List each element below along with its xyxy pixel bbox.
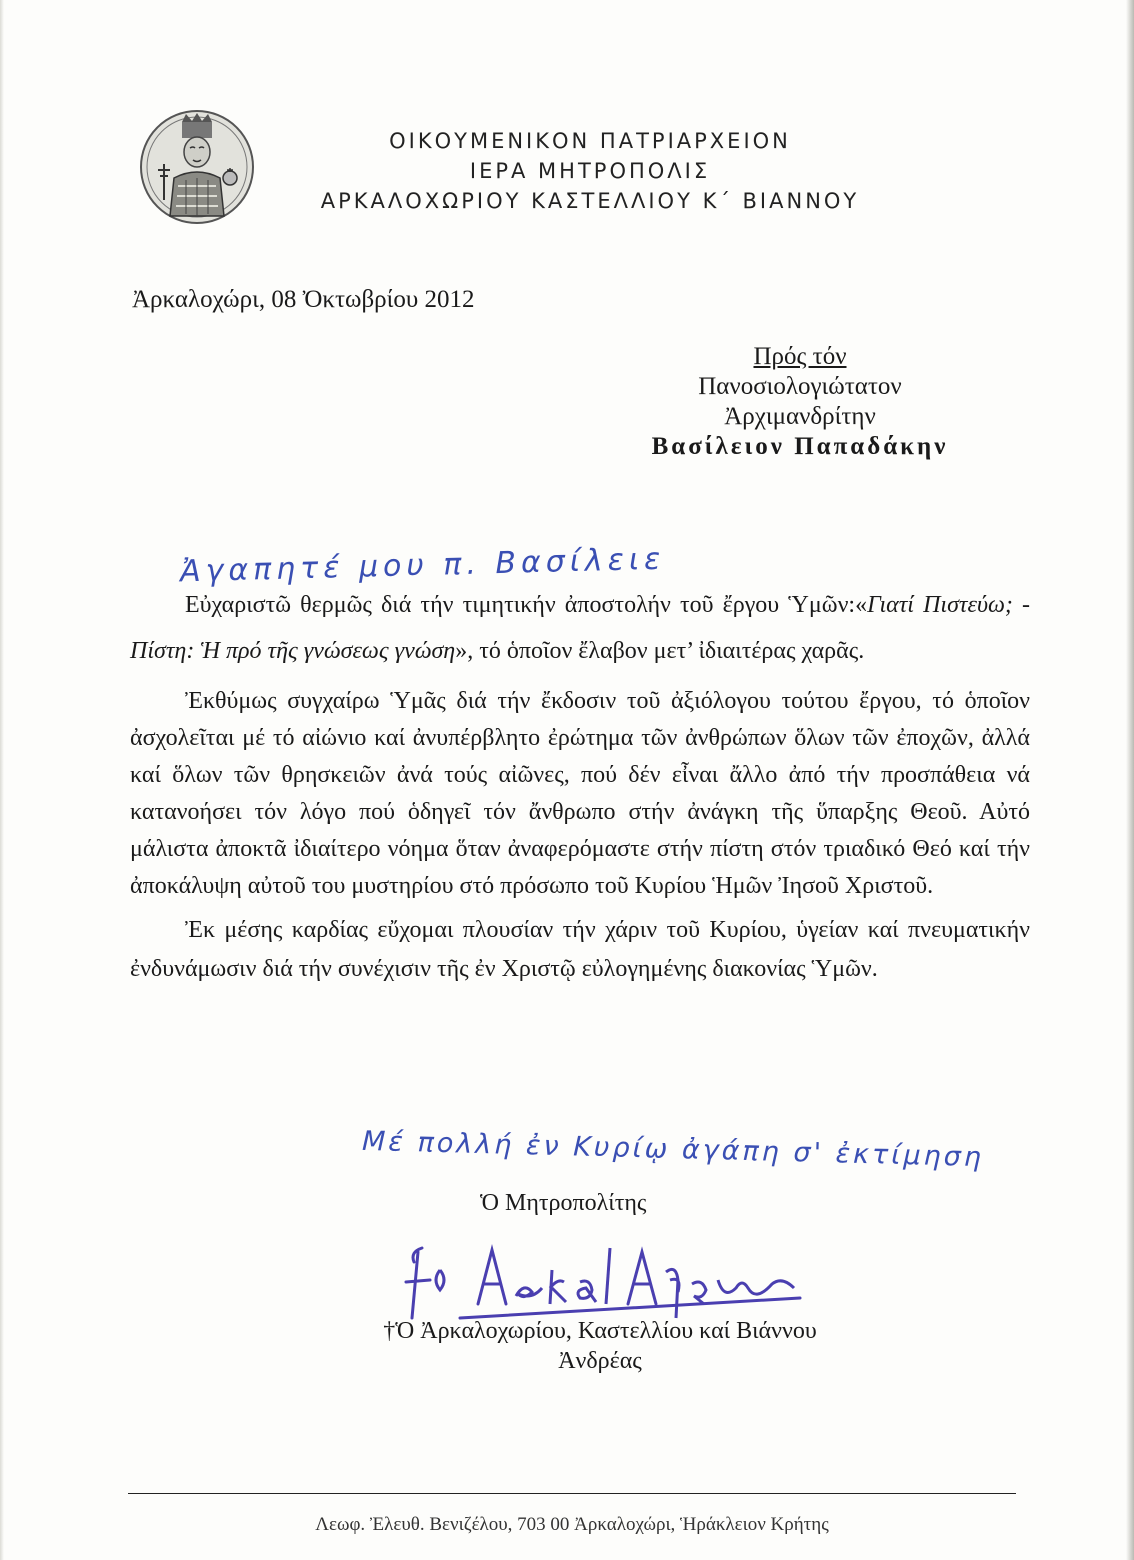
recipient-name: Βασίλειον Παπαδάκην [651, 433, 949, 460]
body-paragraph-1 [130, 582, 1030, 674]
paper-edge-left [0, 0, 4, 1560]
metropolis-seal-icon [138, 108, 256, 226]
signoff-name: Ἀνδρέας [558, 1348, 642, 1374]
signoff-see-line: †Ὁ Ἀρκαλοχωρίου, Καστελλίου καί Βιάννου [383, 1318, 817, 1344]
recipient-to-label: Πρός τόν [753, 343, 847, 370]
footer-divider [128, 1493, 1016, 1494]
body-paragraph-1-end: », τό ὁποῖον ἔλαβον μετ’ ἰδιαιτέρας χαρᾶς. [455, 638, 865, 664]
letterhead-line-diocese: ΑΡΚΑΛΟΧΩΡΙΟΥ ΚΑΣΤΕΛΛΙΟΥ Κ΄ ΒΙΑΝΝΟΥ [320, 189, 860, 213]
recipient-block [560, 342, 1040, 462]
signoff-name-block [340, 1316, 860, 1376]
footer-address: Λεωφ. Ἐλευθ. Βενιζέλου, 703 00 Ἀρκαλοχώρι, Ἡράκλειον Κρήτης [315, 1514, 829, 1535]
recipient-title-1: Πανοσιολογιώτατον [698, 373, 902, 400]
signoff-title: Ὁ Μητροπολίτης [480, 1190, 647, 1216]
handwritten-greeting: Ἀγαπητέ μου π. Βασίλειε [179, 541, 666, 590]
letterhead [270, 126, 910, 216]
letter-date: Ἀρκαλοχώρι, 08 Ὀκτωβρίου 2012 [132, 286, 475, 313]
letterhead-line-metropolis: ΙΕΡΑ ΜΗΤΡΟΠΟΛΙΣ [469, 159, 711, 183]
body-paragraph-2: Ἐκθύμως συγχαίρω Ὑμᾶς διά τήν ἔκδοσιν τοῦ ἀξιόλογου τούτου ἔργου, τό ὁποῖον ἀσχολεῖται μέ τό αἰώνιο καί ἀνυπέρβλητο ἐρώτημα τῶν ἀνθρώπων ὅλων τῶν ἐποχῶν, ἀλλά καί ὅλων τῶν θρησκειῶν ἀνά τούς αἰῶνες, πού δέν εἶναι ἄλλο ἀπό τήν προσπάθεια νά κατανοήσει τόν λόγο πού ὁδηγεῖ τόν ἄνθρωπο στήν ἀνάγκη τῆς ὕπαρξης Θεοῦ. Αὐτό μάλιστα ἀποκτᾶ ἰδιαίτερο νόημα ὅταν ἀναφερόμαστε στήν πίστη στόν τριαδικό Θεό καί τήν ἀποκάλυψη αὐτοῦ του μυστηρίου στό πρόσωπο τοῦ Κυρίου Ἡμῶν Ἰησοῦ Χριστοῦ. [130, 688, 1030, 899]
body-paragraph-1-start: Εὐχαριστῶ θερμῶς διά τήν τιμητικήν ἀποστολήν τοῦ ἔργου Ὑμῶν:« [185, 592, 868, 618]
letterhead-line-patriarchate: ΟΙΚΟΥΜΕΝΙΚΟΝ ΠΑΤΡΙΑΡΧΕΙΟΝ [389, 129, 791, 153]
letter-body [130, 582, 1030, 989]
recipient-title-2: Ἀρχιμανδρίτην [724, 403, 876, 430]
handwritten-closing: Μέ πολλή ἐν Κυρίῳ ἀγάπη σ' ἐκτίμηση [361, 1125, 985, 1174]
body-paragraph-3: Ἐκ μέσης καρδίας εὔχομαι πλουσίαν τήν χάριν τοῦ Κυρίου, ὑγείαν καί πνευματικήν ἐνδυνάμωσιν διά τήν συνέχισιν τῆς ἐν Χριστῷ εὐλογημένης διακονίας Ὑμῶν. [130, 917, 1030, 982]
book-title: Γιατί Πιστεύω; - Πίστη: Ἡ πρό τῆς γνώσεως γνώση [130, 592, 1030, 664]
paper-edge-right [1126, 0, 1134, 1560]
